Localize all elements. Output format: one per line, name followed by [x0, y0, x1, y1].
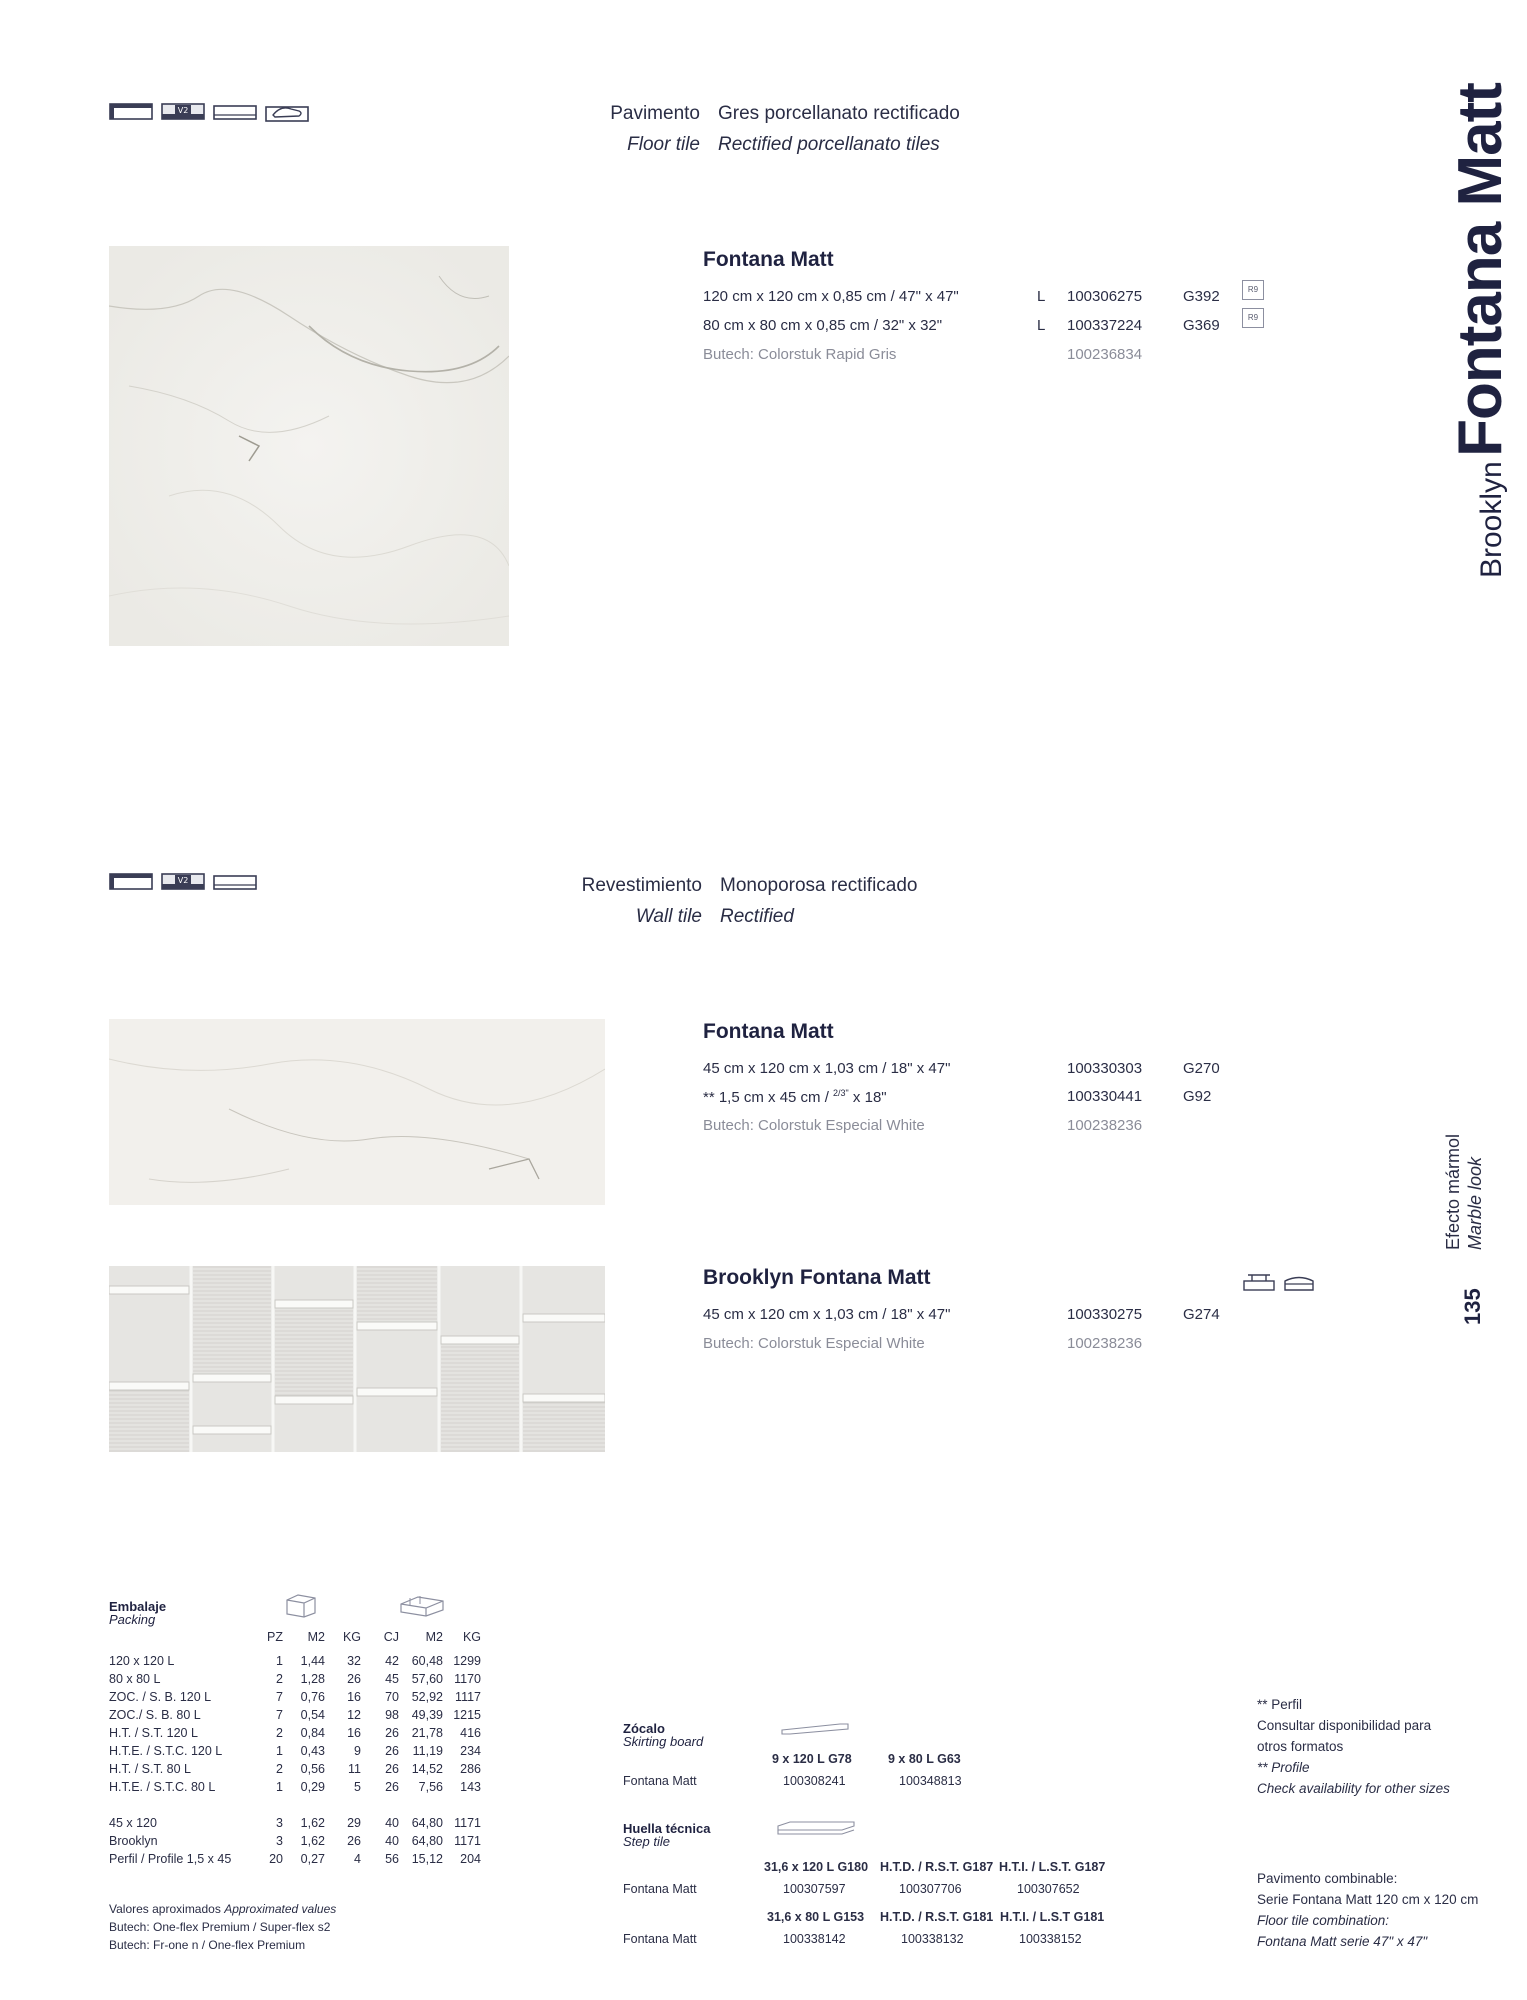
packing-value-cell: 26 — [385, 1744, 399, 1758]
wall-p2-butech: Butech: Colorstuk Especial White — [703, 1335, 925, 1352]
profile-size-prefix: ** 1,5 cm x 45 cm / — [703, 1089, 834, 1106]
packing-value-cell: 0,29 — [300, 1780, 325, 1794]
wall-p1-butech: Butech: Colorstuk Especial White — [703, 1117, 925, 1134]
packing-value-cell: 1171 — [454, 1816, 481, 1830]
col-kg: KG — [342, 1630, 361, 1644]
packing-butech-1: Butech: One-flex Premium / Super-flex s2 — [109, 1920, 331, 1934]
packing-value-cell: 1,62 — [300, 1834, 325, 1848]
col-pz: PZ — [267, 1630, 283, 1644]
skirting-title-es: Zócalo — [623, 1721, 665, 1736]
brooklyn-tile-image — [109, 1266, 605, 1452]
packing-value-cell: 3 — [276, 1834, 283, 1848]
packing-value-cell: 1170 — [454, 1672, 481, 1686]
note-consult-2: otros formatos — [1257, 1739, 1344, 1754]
skirting-icon — [780, 1722, 850, 1741]
packing-value-cell: 7 — [276, 1708, 283, 1722]
combo-line-1: Pavimento combinable: — [1257, 1871, 1398, 1886]
floor-row-2-grade: G369 — [1183, 317, 1220, 334]
skirting-row-label: Fontana Matt — [623, 1774, 697, 1788]
packing-value-cell: 1215 — [453, 1708, 481, 1722]
skirting-title-en: Skirting board — [623, 1734, 704, 1749]
step-r2-c2-code: 100338132 — [901, 1932, 964, 1946]
step-r2-c1-size — [767, 1910, 864, 1924]
packing-value-cell: 1,62 — [300, 1816, 325, 1830]
pallet-icon — [398, 1592, 446, 1623]
packing-row — [109, 1706, 481, 1724]
wall-product1-title: Fontana Matt — [703, 1020, 834, 1043]
step-r2-c1-code: 100338142 — [783, 1932, 846, 1946]
packing-value-cell: 15,12 — [411, 1852, 443, 1866]
step-r2-c2-size — [880, 1910, 993, 1924]
step-r1-c3-code: 100307652 — [1017, 1882, 1080, 1896]
packing-row — [109, 1652, 481, 1670]
svg-text:V2: V2 — [177, 876, 189, 885]
wall-label-es: Revestimiento — [581, 875, 702, 896]
wall-icons — [109, 873, 255, 889]
skirting-col-1-size — [772, 1752, 852, 1766]
packing-value-cell: 7,56 — [418, 1780, 443, 1794]
packing-value-cell: 70 — [385, 1690, 399, 1704]
packing-format-cell: H.T.E. / S.T.C. 80 L — [109, 1780, 216, 1794]
wall-tile-image — [109, 1019, 605, 1205]
floor-row-1-code: 100306275 — [1067, 288, 1143, 305]
skirting-title — [623, 1722, 703, 1748]
step-grade: G187 — [1074, 1860, 1106, 1874]
col-cj: CJ — [383, 1630, 399, 1644]
packing-value-cell: 57,60 — [411, 1672, 443, 1686]
wall-p1-row-2-size — [703, 1088, 887, 1106]
note-profile: ** Profile — [1257, 1760, 1310, 1775]
packing-value-cell: 29 — [347, 1816, 361, 1830]
svg-text:V2: V2 — [177, 106, 189, 115]
packing-row — [109, 1832, 481, 1850]
packing-value-cell: 40 — [385, 1816, 399, 1830]
packing-format-cell: 80 x 80 L — [109, 1672, 161, 1686]
packing-value-cell: 4 — [354, 1852, 361, 1866]
packing-value-cell: 0,27 — [300, 1852, 325, 1866]
skirting-col-2-size — [888, 1752, 961, 1766]
packing-row — [109, 1850, 481, 1868]
wall-p2-row-1-grade: G274 — [1183, 1306, 1220, 1323]
floor-row-1-grade: G392 — [1183, 288, 1220, 305]
v2-shade-icon — [161, 103, 203, 119]
col-kg-pallet: KG — [462, 1630, 481, 1644]
packing-value-cell: 1 — [276, 1654, 283, 1668]
wall-installation-icon — [1242, 1272, 1276, 1297]
rectified-edge-icon — [109, 103, 151, 119]
packing-value-cell: 286 — [460, 1762, 481, 1776]
floor-type-en: Rectified porcellanato tiles — [718, 134, 940, 155]
floor-type-es: Gres porcellanato rectificado — [718, 103, 960, 124]
packing-value-cell: 32 — [347, 1654, 361, 1668]
series-name: Fontana Matt — [1446, 83, 1515, 457]
packing-row — [109, 1778, 481, 1796]
page-number: 135 — [1460, 1288, 1485, 1325]
profile-size-suffix: x 18" — [848, 1089, 887, 1106]
wall-p2-row-1-size: 45 cm x 120 cm x 1,03 cm / 18" x 47" — [703, 1306, 951, 1323]
packing-value-cell: 1,28 — [300, 1672, 325, 1686]
skirting-size-1: 9 x 120 L — [772, 1752, 825, 1766]
step-grade: G181 — [962, 1910, 994, 1924]
slip-r9-badge: R9 — [1242, 280, 1264, 300]
wall-p2-butech-code: 100238236 — [1067, 1335, 1143, 1352]
thickness-icon — [213, 103, 255, 119]
approx-note-en: Approximated values — [224, 1902, 337, 1916]
packing-value-cell: 3 — [276, 1816, 283, 1830]
step-r2-label: Fontana Matt — [623, 1932, 697, 1946]
packing-table — [109, 1628, 481, 1868]
effect-es: Efecto mármol — [1443, 1133, 1463, 1250]
packing-value-cell: 0,54 — [300, 1708, 325, 1722]
packing-row — [109, 1724, 481, 1742]
step-grade: G180 — [837, 1860, 869, 1874]
packing-value-cell: 20 — [269, 1852, 283, 1866]
step-size: 31,6 x 120 L — [764, 1860, 834, 1874]
combo-line-2: Serie Fontana Matt 120 cm x 120 cm — [1257, 1892, 1479, 1907]
packing-value-cell: 416 — [460, 1726, 481, 1740]
packing-value-cell: 0,84 — [300, 1726, 325, 1740]
slip-r9-badge: R9 — [1242, 308, 1264, 328]
packing-value-cell: 26 — [347, 1672, 361, 1686]
combo-line-3: Floor tile combination: — [1257, 1913, 1390, 1928]
packing-value-cell: 26 — [385, 1780, 399, 1794]
skirting-code-2: 100348813 — [899, 1774, 962, 1788]
packing-value-cell: 21,78 — [411, 1726, 443, 1740]
skirting-code-1: 100308241 — [783, 1774, 846, 1788]
packing-value-cell: 60,48 — [411, 1654, 443, 1668]
packing-title-es: Embalaje — [109, 1599, 167, 1614]
floor-row-1-edge: L — [1037, 288, 1046, 305]
bath-icon — [1282, 1272, 1316, 1297]
packing-value-cell: 11,19 — [412, 1744, 443, 1758]
wall-p1-butech-code: 100238236 — [1067, 1117, 1143, 1134]
v2-shade-icon — [161, 873, 203, 889]
step-r1-c3-size — [999, 1860, 1105, 1874]
step-size: H.T.I. / L.S.T. — [999, 1860, 1072, 1874]
floor-butech: Butech: Colorstuk Rapid Gris — [703, 346, 897, 363]
packing-value-cell: 26 — [385, 1726, 399, 1740]
packing-format-cell: ZOC. / S. B. 120 L — [109, 1690, 212, 1704]
wall-p1-row-2-grade: G92 — [1183, 1088, 1212, 1105]
step-grade: G181 — [1073, 1910, 1105, 1924]
step-r1-c1-size — [764, 1860, 868, 1874]
floor-row-2-size: 80 cm x 80 cm x 0,85 cm / 32" x 32" — [703, 317, 943, 334]
step-r2-c3-code: 100338152 — [1019, 1932, 1082, 1946]
packing-value-cell: 16 — [347, 1726, 361, 1740]
approx-note — [109, 1902, 336, 1916]
profile-size-fraction: 2/3" — [833, 1088, 849, 1098]
packing-row — [109, 1814, 481, 1832]
step-grade: G187 — [962, 1860, 994, 1874]
step-r1-label: Fontana Matt — [623, 1882, 697, 1896]
packing-format-cell: ZOC./ S. B. 80 L — [109, 1708, 201, 1722]
packing-format-cell: H.T. / S.T. 120 L — [109, 1726, 198, 1740]
packing-value-cell: 64,80 — [411, 1834, 443, 1848]
floor-row-2-code: 100337224 — [1067, 317, 1143, 334]
step-title-en: Step tile — [623, 1834, 670, 1849]
step-title-es: Huella técnica — [623, 1821, 711, 1836]
step-r1-c2-code: 100307706 — [899, 1882, 962, 1896]
packing-value-cell: 5 — [354, 1780, 361, 1794]
box-icon — [284, 1592, 318, 1623]
packing-row — [109, 1670, 481, 1688]
floor-label-es: Pavimento — [610, 103, 700, 124]
packing-value-cell: 1299 — [453, 1654, 481, 1668]
packing-value-cell: 26 — [347, 1834, 361, 1848]
packing-format-cell: Perfil / Profile 1,5 x 45 — [109, 1852, 232, 1866]
packing-value-cell: 64,80 — [411, 1816, 443, 1830]
wall-type-en: Rectified — [720, 906, 794, 927]
packing-value-cell: 0,43 — [300, 1744, 325, 1758]
wall-label-en: Wall tile — [635, 906, 702, 927]
packing-format-cell: 45 x 120 — [109, 1816, 157, 1830]
floor-row-2-edge: L — [1037, 317, 1046, 334]
packing-format-cell: H.T. / S.T. 80 L — [109, 1762, 191, 1776]
packing-value-cell: 0,76 — [300, 1690, 325, 1704]
packing-value-cell: 12 — [347, 1708, 361, 1722]
step-size: H.T.I. / L.S.T — [1000, 1910, 1071, 1924]
skirting-grade-2: G63 — [937, 1752, 961, 1766]
packing-value-cell: 14,52 — [411, 1762, 443, 1776]
packing-format-cell: Brooklyn — [109, 1834, 158, 1848]
note-check: Check availability for other sizes — [1257, 1781, 1450, 1796]
rectified-edge-icon — [109, 873, 151, 889]
packing-value-cell: 2 — [276, 1762, 283, 1776]
packing-value-cell: 26 — [385, 1762, 399, 1776]
step-grade: G153 — [833, 1910, 865, 1924]
step-icon — [776, 1820, 856, 1841]
packing-value-cell: 1171 — [454, 1834, 481, 1848]
packing-row — [109, 1742, 481, 1760]
packing-row — [109, 1688, 481, 1706]
packing-value-cell: 49,39 — [411, 1708, 443, 1722]
note-consult: Consultar disponibilidad para — [1257, 1718, 1432, 1733]
foot-traffic-icon — [265, 103, 307, 119]
packing-value-cell: 1 — [276, 1744, 283, 1758]
floor-icons — [109, 103, 307, 119]
packing-value-cell: 143 — [460, 1780, 481, 1794]
step-r1-c2-size — [880, 1860, 993, 1874]
packing-title — [109, 1600, 166, 1626]
step-size: 31,6 x 80 L — [767, 1910, 831, 1924]
floor-row-1-size: 120 cm x 120 cm x 0,85 cm / 47" x 47" — [703, 288, 959, 305]
packing-value-cell: 56 — [385, 1852, 399, 1866]
packing-value-cell: 2 — [276, 1726, 283, 1740]
skirting-size-2: 9 x 80 L — [888, 1752, 934, 1766]
step-size: H.T.D. / R.S.T. — [880, 1860, 960, 1874]
packing-value-cell: 40 — [385, 1834, 399, 1848]
col-m2-pallet: M2 — [425, 1630, 443, 1644]
packing-value-cell: 42 — [385, 1654, 399, 1668]
effect-en: Marble look — [1465, 1156, 1485, 1250]
floor-label-en: Floor tile — [627, 134, 700, 155]
series-vertical-title — [1445, 83, 1516, 578]
packing-value-cell: 1,44 — [300, 1654, 325, 1668]
step-r1-c1-code: 100307597 — [783, 1882, 846, 1896]
wall-p1-row-1-size: 45 cm x 120 cm x 1,03 cm / 18" x 47" — [703, 1060, 951, 1077]
floor-tile-image — [109, 246, 509, 646]
note-perfil: ** Perfil — [1257, 1697, 1303, 1712]
wall-p2-row-1-code: 100330275 — [1067, 1306, 1143, 1323]
packing-butech-2: Butech: Fr-one n / One-flex Premium — [109, 1938, 306, 1952]
skirting-grade-1: G78 — [828, 1752, 852, 1766]
packing-format-cell: 120 x 120 L — [109, 1654, 175, 1668]
wall-p1-row-1-code: 100330303 — [1067, 1060, 1143, 1077]
packing-value-cell: 16 — [347, 1690, 361, 1704]
wall-type-es: Monoporosa rectificado — [720, 875, 918, 896]
notes-block — [1257, 1694, 1450, 1799]
combination-block — [1257, 1868, 1478, 1952]
floor-product-title: Fontana Matt — [703, 248, 834, 271]
wall-product2-title: Brooklyn Fontana Matt — [703, 1266, 931, 1289]
combo-line-4: Fontana Matt serie 47" x 47" — [1257, 1934, 1428, 1949]
packing-value-cell: 11 — [348, 1762, 361, 1776]
step-size: H.T.D. / R.S.T. — [880, 1910, 960, 1924]
wall-p1-row-1-grade: G270 — [1183, 1060, 1220, 1077]
packing-value-cell: 1 — [276, 1780, 283, 1794]
packing-title-en: Packing — [109, 1612, 156, 1627]
packing-header-row — [109, 1628, 481, 1646]
approx-note-es: Valores aproximados — [109, 1902, 221, 1916]
wall-p1-row-2-code: 100330441 — [1067, 1088, 1143, 1105]
step-title — [623, 1822, 710, 1848]
packing-value-cell: 204 — [460, 1852, 481, 1866]
packing-value-cell: 9 — [354, 1744, 361, 1758]
packing-format-cell: H.T.E. / S.T.C. 120 L — [109, 1744, 223, 1758]
packing-value-cell: 2 — [276, 1672, 283, 1686]
packing-value-cell: 45 — [385, 1672, 399, 1686]
packing-row — [109, 1760, 481, 1778]
effect-vertical-label — [1442, 1134, 1486, 1250]
col-m2: M2 — [307, 1630, 325, 1644]
packing-value-cell: 98 — [385, 1708, 399, 1722]
packing-value-cell: 234 — [460, 1744, 481, 1758]
packing-value-cell: 7 — [276, 1690, 283, 1704]
thickness-icon — [213, 873, 255, 889]
brand-name: Brooklyn — [1475, 461, 1508, 578]
packing-value-cell: 0,56 — [300, 1762, 325, 1776]
packing-value-cell: 52,92 — [411, 1690, 443, 1704]
step-r2-c3-size — [1000, 1910, 1104, 1924]
packing-value-cell: 1117 — [455, 1690, 481, 1704]
floor-butech-code: 100236834 — [1067, 346, 1143, 363]
